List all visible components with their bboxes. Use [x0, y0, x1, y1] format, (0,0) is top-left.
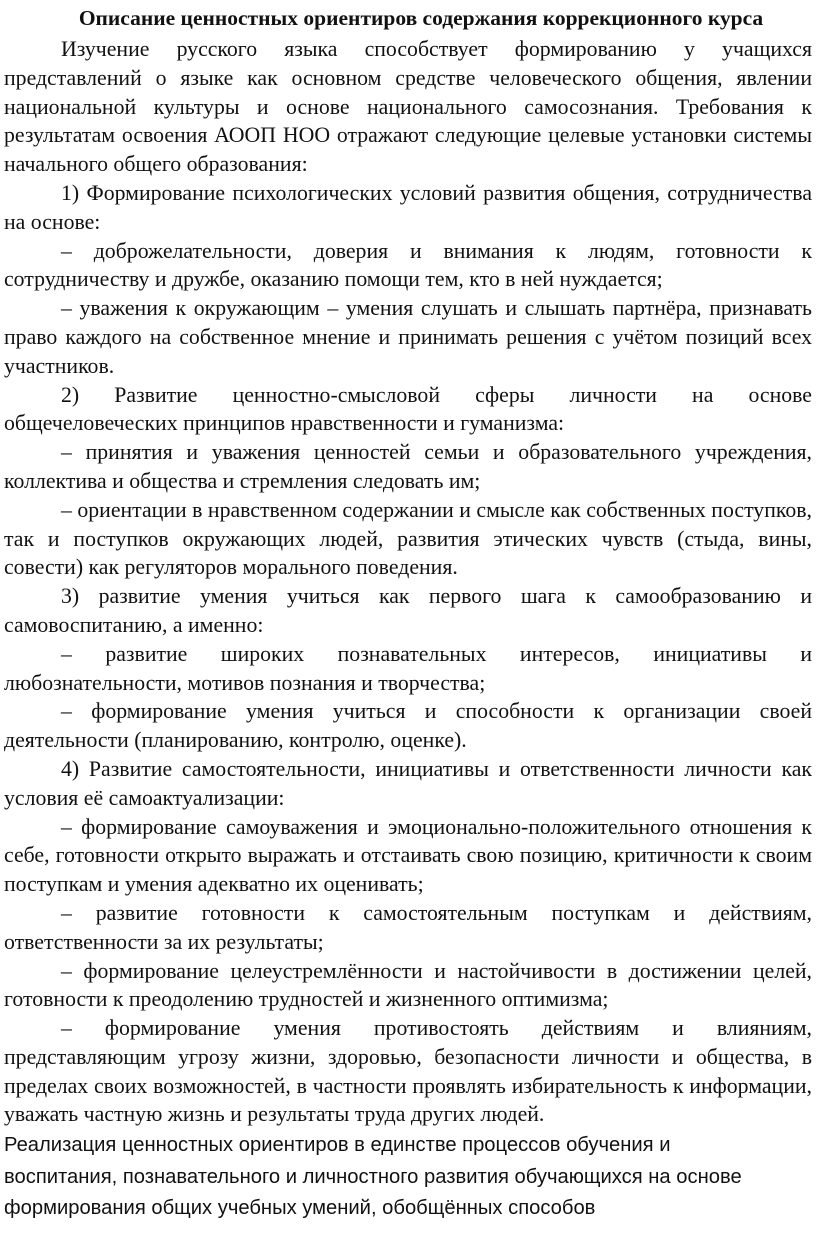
page-title: Описание ценностных ориентиров содержания коррекционного курса: [78, 6, 764, 30]
intro-paragraph: Изучение русского языка способствует формированию у учащихся представлений о языке как основном средстве человеческого общения, явлении национальной культуры и основе национального самосознания. Требования к результатам освоения АООП НОО отражают следующие целевые установки системы начального общего образования:: [4, 37, 812, 177]
goal-4-item: – формирование целеустремлённости и настойчивости в достижении целей, готовности к преодолению трудностей и жизненного оптимизма;: [4, 958, 812, 1012]
goal-4-item: – формирование самоуважения и эмоционально-положительного отношения к себе, готовности открыто выражать и отстаивать свою позицию, критичности к своим поступкам и умения адекватно их оценивать;: [4, 814, 812, 897]
goal-2-heading: 2) Развитие ценностно-смысловой сферы личности на основе общечеловеческих принципов нравственности и гуманизма:: [4, 382, 812, 436]
closing-paragraph: Реализация ценностных ориентиров в единстве процессов обучения и воспитания, познавательного и личностного развития обучающихся на основе формирования общих учебных умений, обобщённых способов: [4, 1134, 742, 1220]
goal-4-item: – развитие готовности к самостоятельным поступкам и действиям, ответственности за их результаты;: [4, 900, 812, 954]
goal-4-heading: 4) Развитие самостоятельности, инициативы и ответственности личности как условия её самоактуализации:: [4, 756, 812, 810]
goal-2-item: – ориентации в нравственном содержании и смысле как собственных поступков, так и поступков окружающих людей, развития этических чувств (стыда, вины, совести) как регуляторов морального поведения.: [4, 497, 812, 580]
goal-3-item: – развитие широких познавательных интересов, инициативы и любознательности, мотивов познания и творчества;: [4, 641, 812, 695]
goal-1-item: – доброжелательности, доверия и внимания к людям, готовности к сотрудничеству и дружбе, оказанию помощи тем, кто в ней нуждается;: [4, 238, 812, 292]
goal-1-heading: 1) Формирование психологических условий развития общения, сотрудничества на основе:: [4, 180, 812, 234]
goal-1-item: – уважения к окружающим – умения слушать и слышать партнёра, признавать право каждого на собственное мнение и принимать решения с учётом позиций всех участников.: [4, 296, 812, 378]
goal-3-heading: 3) развитие умения учиться как первого шага к самообразованию и самовоспитанию, а именно:: [4, 584, 812, 637]
goal-2-item: – принятия и уважения ценностей семьи и образовательного учреждения, коллектива и общества и стремления следовать им;: [4, 440, 812, 493]
goal-3-item: – формирование умения учиться и способности к организации своей деятельности (планированию, контролю, оценке).: [4, 699, 812, 753]
goal-4-item: – формирование умения противостоять действиям и влияниям, представляющим угрозу жизни, здоровью, безопасности личности и общества, в пределах своих возможностей, в частности проявлять избирательность к информации, уважать частную жизнь и результаты труда других людей.: [4, 1016, 812, 1127]
